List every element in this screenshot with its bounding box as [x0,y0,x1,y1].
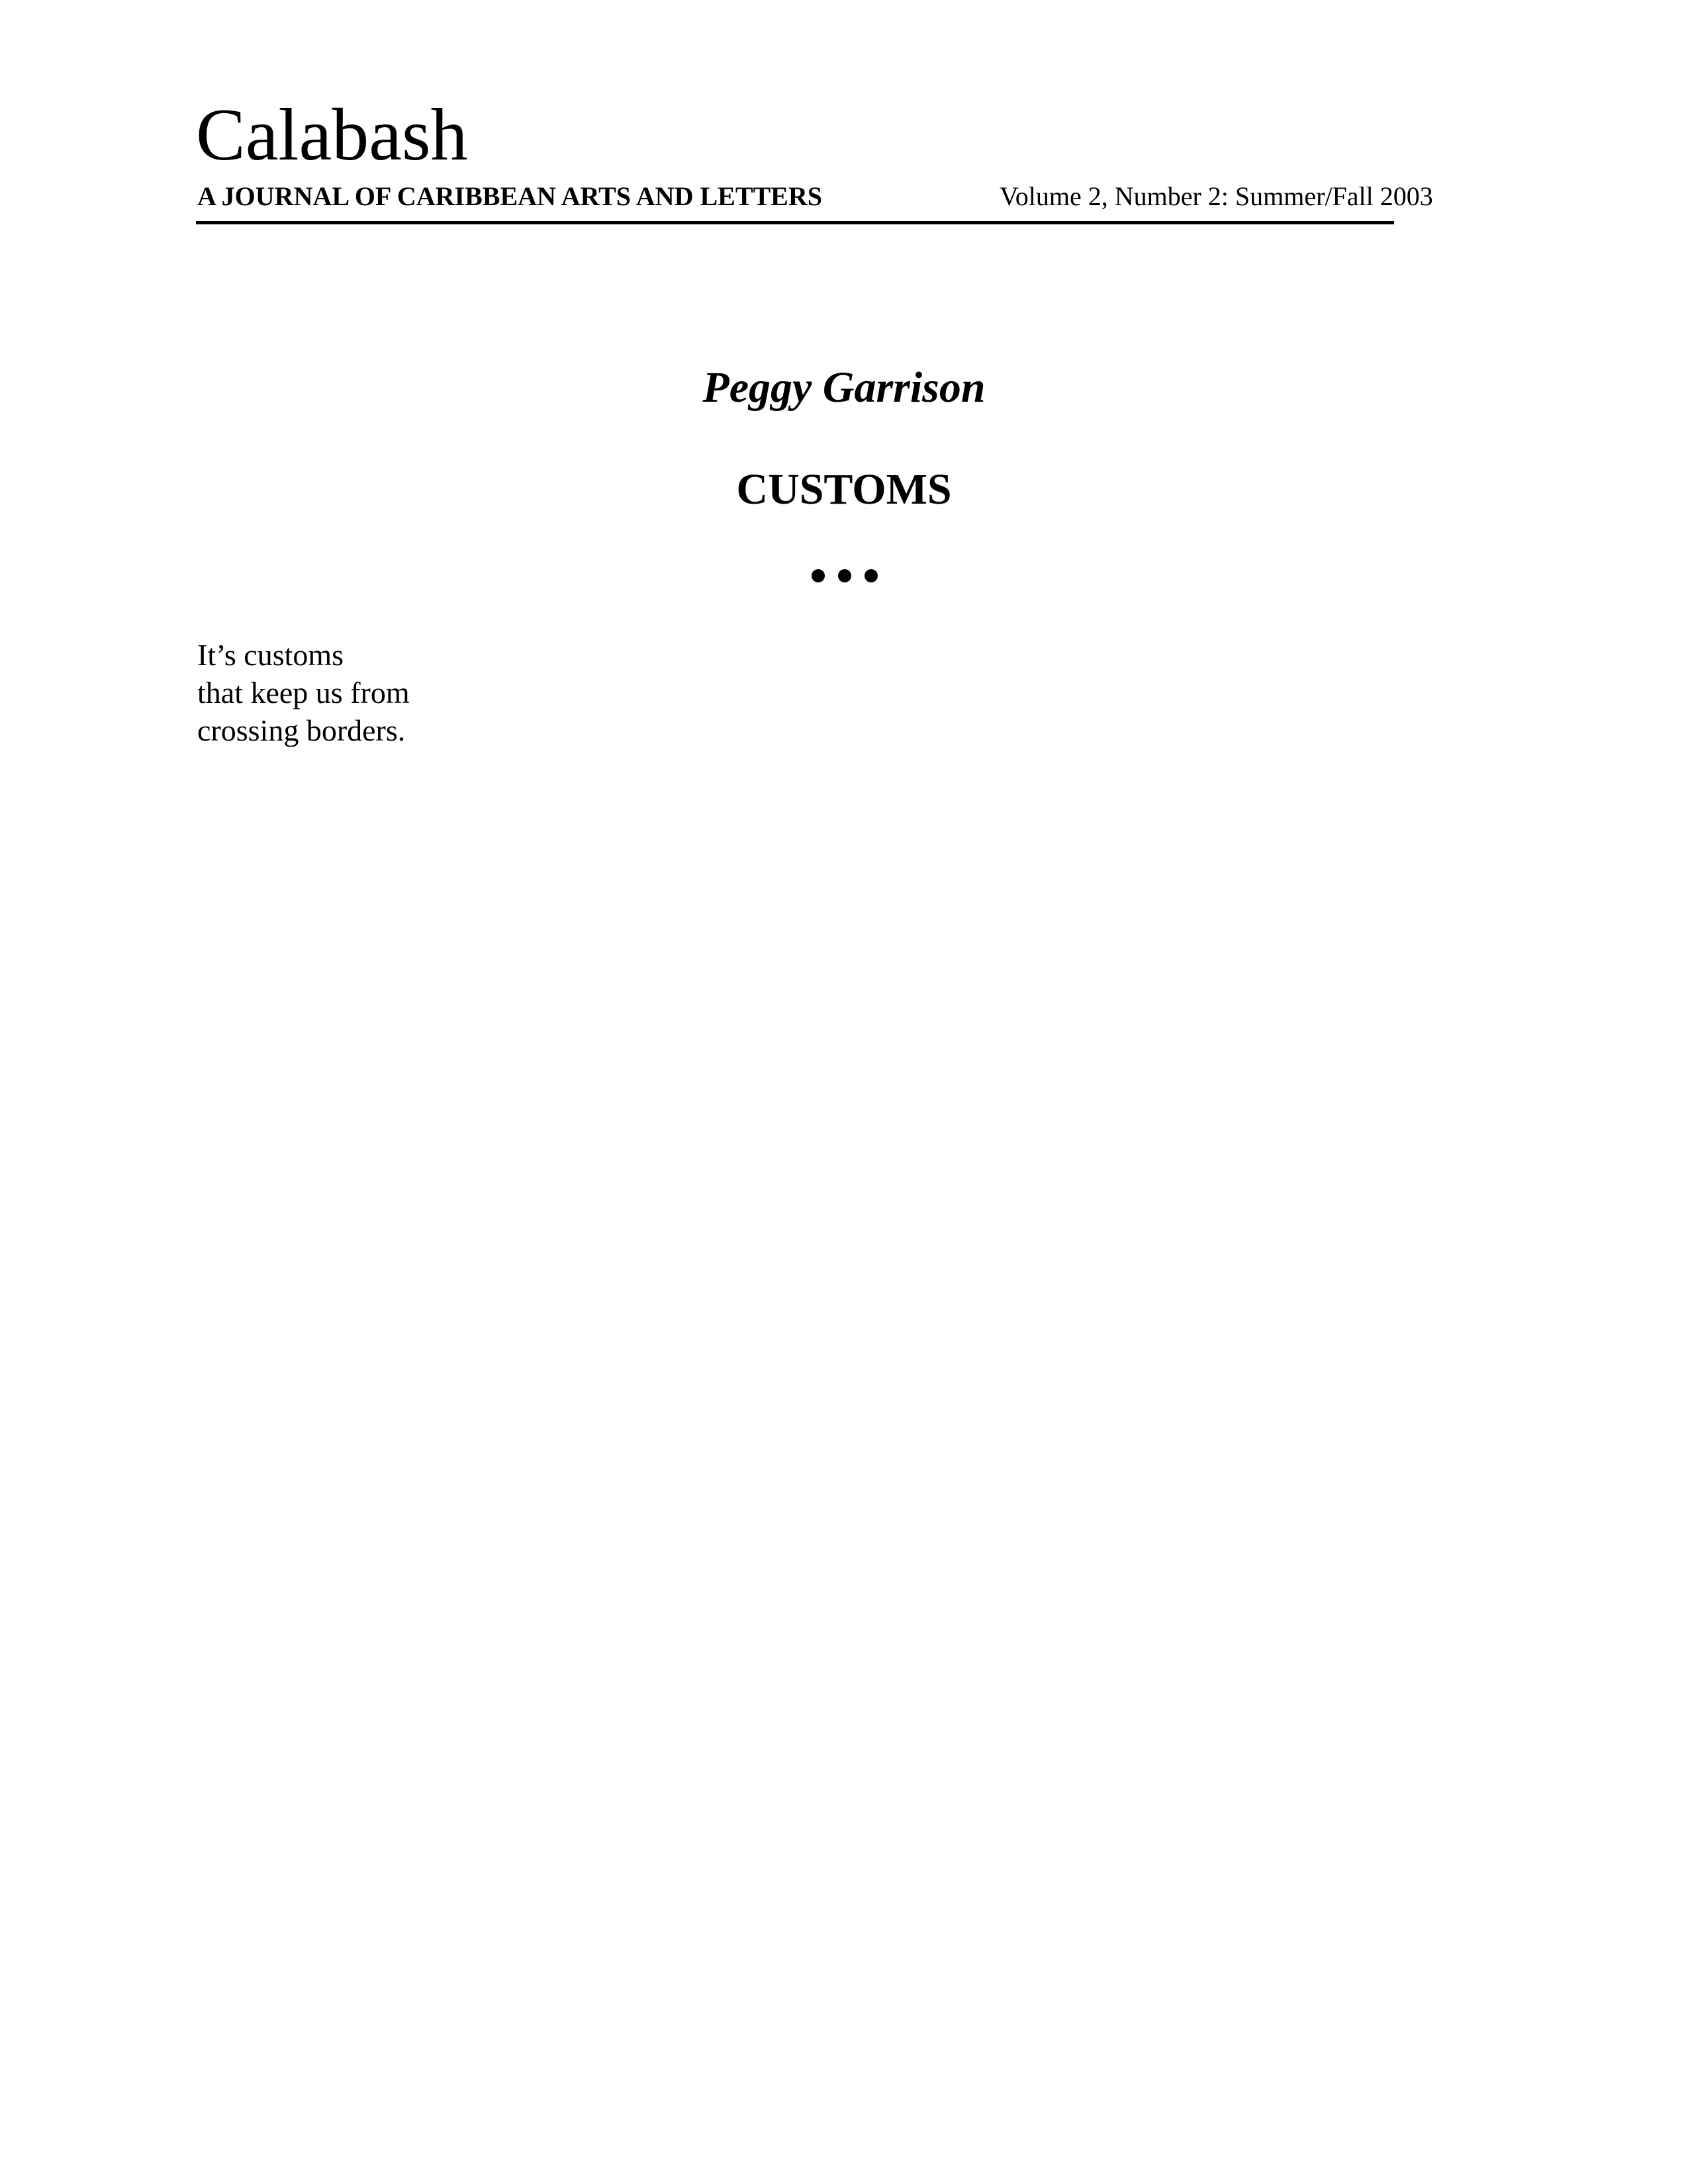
issue-info: Volume 2, Number 2: Summer/Fall 2003 [1000,181,1433,211]
separator-dot [838,569,851,582]
poem-title: CUSTOMS [736,465,952,514]
poem-line: that keep us from [197,676,410,709]
section-separator-dots [812,568,878,584]
journal-title: Calabash [196,94,468,176]
poem-line: crossing borders. [197,713,406,747]
poem-line: It’s customs [197,638,344,672]
author-name: Peggy Garrison [702,363,986,412]
separator-dot [812,569,825,582]
header-divider [196,221,1394,224]
separator-dot [865,569,878,582]
journal-subtitle: A JOURNAL OF CARIBBEAN ARTS AND LETTERS [197,181,822,211]
